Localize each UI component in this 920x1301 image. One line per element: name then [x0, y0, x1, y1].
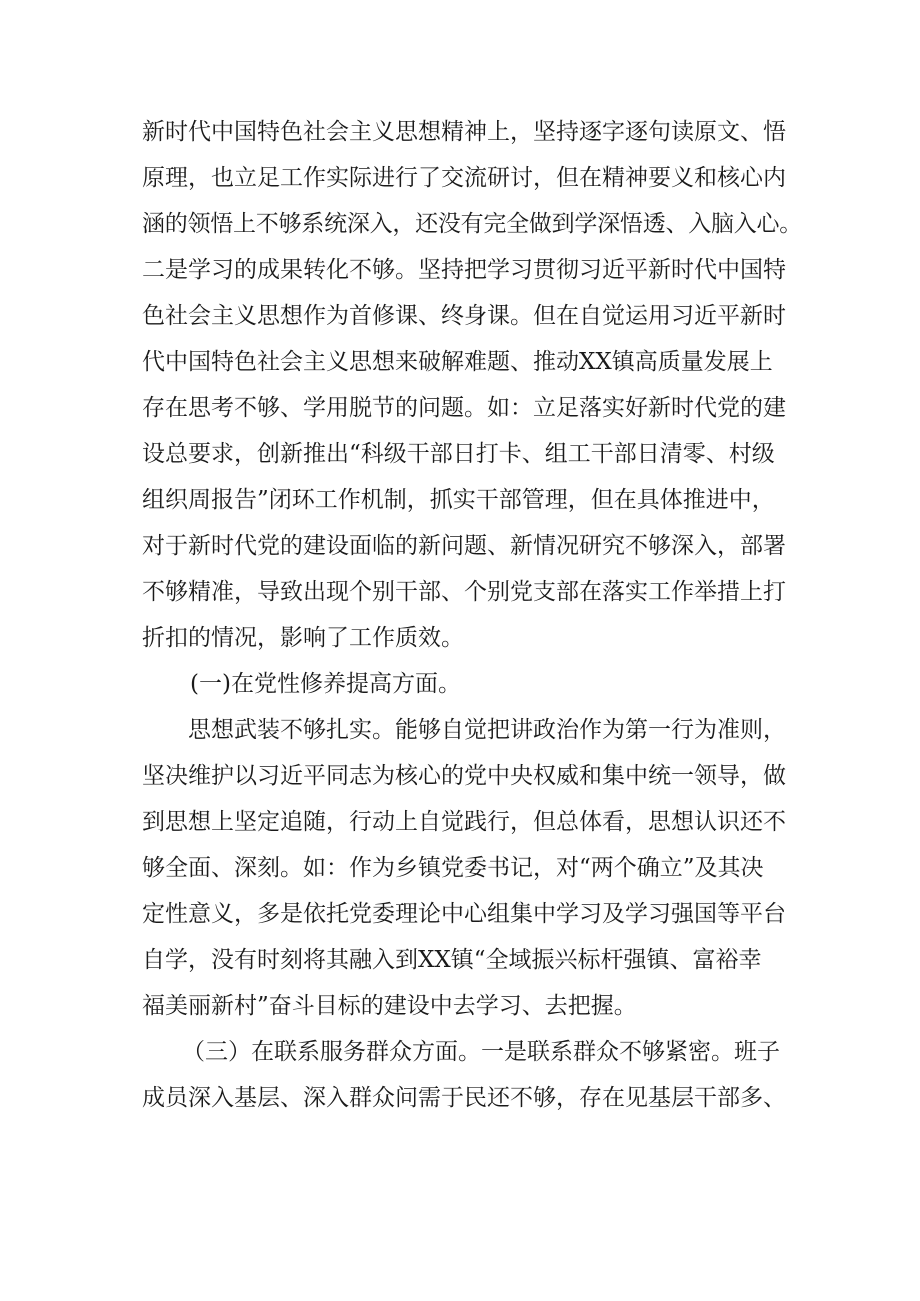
text-line: 折扣的情况，影响了工作质效。: [142, 625, 464, 651]
text-line: 对于新时代党的建设面临的新问题、新情况研究不够深入，部署: [142, 533, 786, 559]
text-line: 成员深入基层、深入群众问需于民还不够，存在见基层干部多、: [142, 1085, 786, 1111]
text-line: 到思想上坚定追随，行动上自觉践行，但总体看，思想认识还不: [142, 809, 786, 835]
text-line: 代中国特色社会主义思想来破解难题、推动XX镇高质量发展上: [142, 349, 773, 375]
text-line: 色社会主义思想作为首修课、终身课。但在自觉运用习近平新时: [142, 303, 786, 329]
text-line: 原理，也立足工作实际进行了交流研讨，但在精神要义和核心内: [142, 165, 786, 191]
text-line: 涵的领悟上不够系统深入，还没有完全做到学深悟透、入脑入心。: [142, 211, 802, 237]
text-line: 二是学习的成果转化不够。坚持把学习贯彻习近平新时代中国特: [142, 257, 786, 283]
text-line: 自学，没有时刻将其融入到XX镇“全域振兴标杆强镇、富裕幸: [142, 947, 762, 973]
text-line: 不够精准，导致出现个别干部、个别党支部在落实工作举措上打: [142, 579, 786, 605]
text-line: 思想武装不够扎实。能够自觉把讲政治作为第一行为准则，: [188, 717, 786, 743]
text-line: 定性意义，多是依托党委理论中心组集中学习及学习强国等平台: [142, 901, 786, 927]
text-line: 坚决维护以习近平同志为核心的党中央权威和集中统一领导，做: [142, 763, 786, 789]
text-line: 存在思考不够、学用脱节的问题。如：立足落实好新时代党的建: [142, 395, 786, 421]
text-line: 组织周报告”闭环工作机制，抓实干部管理，但在具体推进中，: [142, 487, 775, 513]
text-line: 新时代中国特色社会主义思想精神上，坚持逐字逐句读原文、悟: [142, 119, 786, 145]
section-heading: （三）在联系服务群众方面。一是联系群众不够紧密。班子: [182, 1039, 780, 1065]
text-line: 够全面、深刻。如：作为乡镇党委书记，对“两个确立”及其决: [142, 855, 764, 881]
text-line: 福美丽新村”奋斗目标的建设中去学习、去把握。: [142, 993, 637, 1019]
text-line: 设总要求，创新推出“科级干部日打卡、组工干部日清零、村级: [142, 441, 775, 467]
section-heading: (一)在党性修养提高方面。: [190, 671, 461, 697]
